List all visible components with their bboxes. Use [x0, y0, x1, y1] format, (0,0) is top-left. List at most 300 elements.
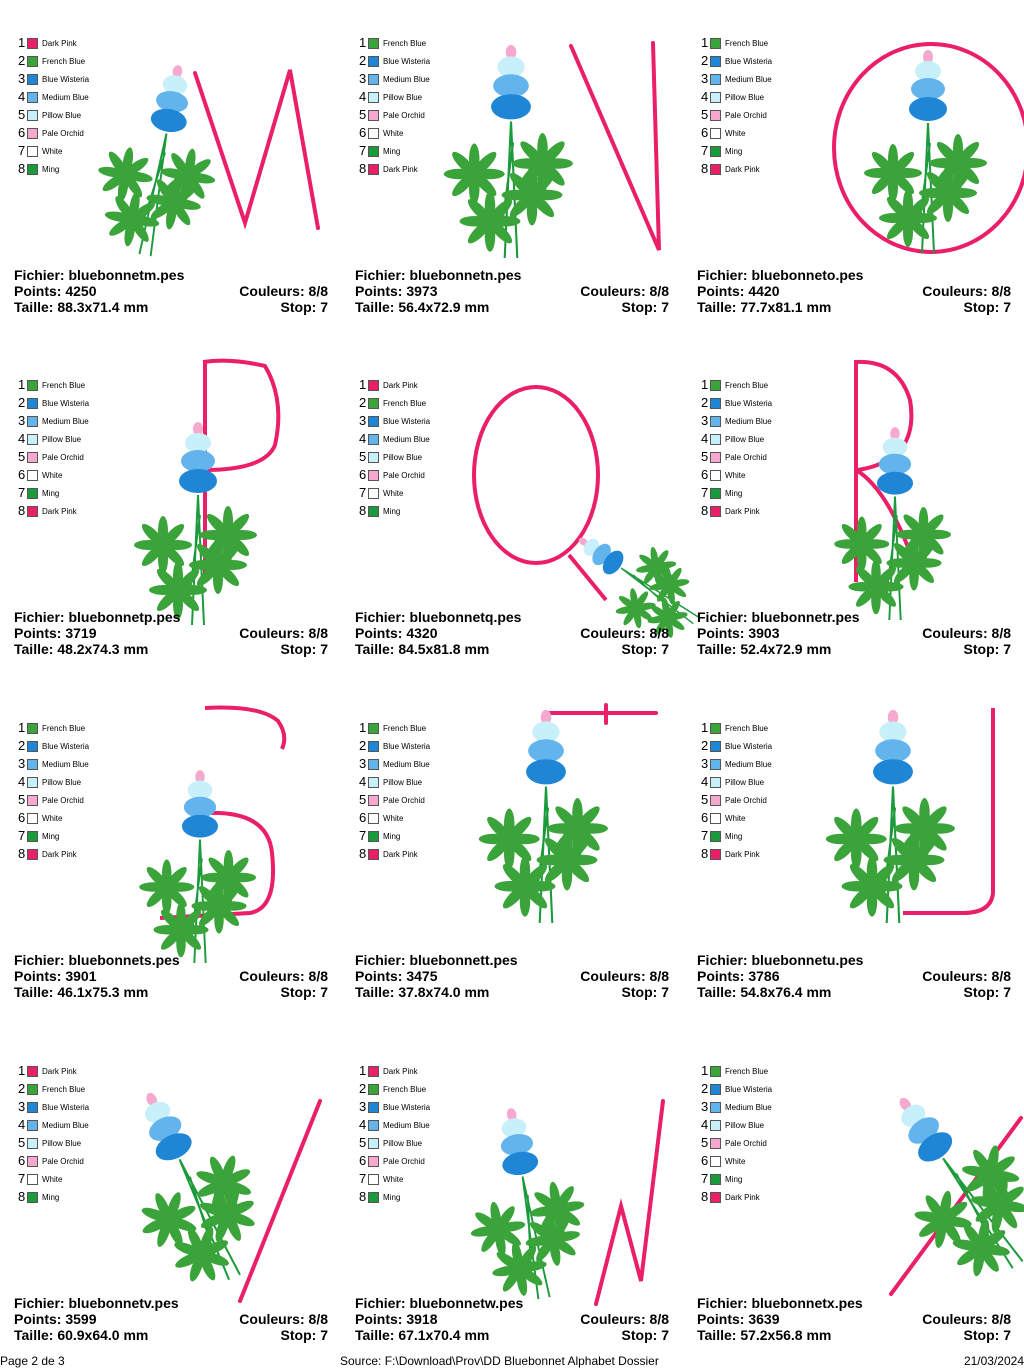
colors-label: Couleurs: [922, 968, 988, 984]
color-name: Dark Pink [725, 1192, 760, 1202]
stop-label: Stop: [280, 641, 317, 657]
points-text [697, 968, 780, 984]
legend-number: 5 [701, 449, 709, 464]
stop-label: Stop: [963, 641, 1000, 657]
colors-label: Couleurs: [922, 283, 988, 299]
color-swatch [710, 164, 721, 175]
legend-number: 8 [18, 846, 26, 861]
legend-row [18, 755, 89, 773]
legend-number: 6 [359, 125, 367, 140]
color-swatch [368, 488, 379, 499]
bluebonnet-flower [849, 1065, 1024, 1302]
color-swatch [368, 813, 379, 824]
legend-row [18, 160, 89, 178]
points-label: Points: [355, 968, 403, 984]
size-label: Taille: [14, 1327, 54, 1343]
color-swatch [710, 1192, 721, 1203]
legend-number: 6 [701, 125, 709, 140]
legend-row [359, 142, 430, 160]
color-swatch [27, 398, 38, 409]
legend-number: 8 [359, 161, 367, 176]
color-swatch [27, 380, 38, 391]
color-swatch [27, 795, 38, 806]
footer-source: Source: F:\Download\Prov\DD Bluebonnet Alphabet Dossier [340, 1354, 659, 1368]
color-name: French Blue [725, 380, 769, 390]
size-text [355, 984, 489, 1000]
leaf-cluster [479, 809, 540, 870]
color-name: Medium Blue [725, 759, 772, 769]
color-name: French Blue [42, 723, 86, 733]
legend-row [359, 52, 430, 70]
legend-number: 1 [18, 377, 26, 392]
legend-number: 4 [359, 1117, 367, 1132]
legend-row [701, 1152, 772, 1170]
blossom-tier-deep [873, 759, 913, 784]
letter-shape [596, 1101, 663, 1304]
legend-number: 2 [701, 53, 709, 68]
stop-text [622, 984, 669, 1000]
stop-text [964, 641, 1011, 657]
color-name: Blue Wisteria [42, 741, 90, 751]
color-swatch [27, 813, 38, 824]
legend-row [701, 845, 772, 863]
color-name: Blue Wisteria [725, 741, 773, 751]
color-name: Blue Wisteria [42, 74, 90, 84]
leaf-cluster [879, 189, 937, 247]
color-name: White [42, 146, 63, 156]
points-line [14, 1311, 328, 1327]
color-swatch [368, 795, 379, 806]
bluebonnet-flower [864, 50, 987, 253]
color-swatch [368, 831, 379, 842]
color-name: Medium Blue [725, 74, 772, 84]
blossom-tier-medium [875, 739, 911, 762]
legend-row [359, 70, 430, 88]
legend-row [18, 412, 89, 430]
legend-number: 5 [701, 107, 709, 122]
file-label: Fichier: [14, 952, 65, 968]
legend-row [18, 809, 89, 827]
legend-row [18, 466, 89, 484]
legend-number: 4 [18, 1117, 26, 1132]
stop-value: 7 [1003, 984, 1011, 1000]
color-swatch [710, 398, 721, 409]
legend-number: 7 [359, 485, 367, 500]
color-name: Pillow Blue [383, 92, 423, 102]
color-swatch [710, 777, 721, 788]
legend-number: 7 [18, 1171, 26, 1186]
points-text [697, 1311, 780, 1327]
file-line [697, 609, 1011, 625]
color-name: Pillow Blue [725, 777, 765, 787]
legend-number: 8 [701, 503, 709, 518]
color-name: White [725, 470, 746, 480]
leaf-cluster [199, 506, 257, 564]
stop-value: 7 [320, 1327, 328, 1343]
points-label: Points: [14, 968, 62, 984]
legend-row [18, 394, 89, 412]
size-label: Taille: [14, 984, 54, 1000]
size-value: 37.8x74.0 mm [398, 984, 490, 1000]
colors-text [580, 968, 669, 984]
color-name: French Blue [42, 380, 86, 390]
color-swatch [27, 416, 38, 427]
legend-number: 8 [359, 503, 367, 518]
color-swatch [27, 110, 38, 121]
stop-text [964, 1327, 1011, 1343]
color-name: White [383, 128, 404, 138]
stop-text [622, 641, 669, 657]
legend-row [359, 394, 430, 412]
leaf-cluster [153, 902, 208, 957]
legend-row [18, 52, 89, 70]
stop-value: 7 [320, 984, 328, 1000]
color-name: Pale Orchid [383, 110, 425, 120]
color-name: Blue Wisteria [383, 741, 431, 751]
stop-text [964, 984, 1011, 1000]
color-name: Pale Orchid [42, 452, 84, 462]
color-legend [18, 376, 89, 520]
legend-row [359, 1152, 430, 1170]
color-swatch [710, 74, 721, 85]
legend-row [359, 827, 430, 845]
color-name: White [42, 470, 63, 480]
legend-number: 1 [359, 1063, 367, 1078]
color-legend [701, 1062, 772, 1206]
color-swatch [27, 741, 38, 752]
points-value: 3475 [406, 968, 438, 984]
color-swatch [368, 164, 379, 175]
size-text [14, 984, 148, 1000]
legend-number: 8 [359, 846, 367, 861]
embroidery-preview-o [783, 28, 1023, 258]
leaf-cluster [547, 798, 608, 859]
points-label: Points: [14, 283, 62, 299]
color-swatch [710, 1084, 721, 1095]
leaf-cluster [512, 133, 573, 194]
color-name: Dark Pink [42, 849, 77, 859]
color-name: French Blue [383, 38, 427, 48]
points-text [14, 968, 97, 984]
size-text [697, 299, 831, 315]
legend-row [701, 106, 772, 124]
color-name: French Blue [383, 398, 427, 408]
points-value: 3918 [406, 1311, 438, 1327]
bluebonnet-flower [134, 422, 257, 625]
color-name: Blue Wisteria [383, 56, 431, 66]
stop-value: 7 [661, 299, 669, 315]
color-swatch [368, 1174, 379, 1185]
colors-value: 8/8 [308, 283, 328, 299]
design-info [14, 267, 328, 315]
legend-number: 3 [359, 1099, 367, 1114]
color-swatch [27, 38, 38, 49]
blossom-tier-deep [526, 759, 566, 784]
design-card [683, 8, 1023, 315]
legend-row [701, 394, 772, 412]
legend-number: 6 [18, 810, 26, 825]
legend-row [18, 1062, 89, 1080]
color-name: Medium Blue [42, 759, 89, 769]
design-card [0, 1036, 340, 1343]
legend-row [701, 809, 772, 827]
design-info [14, 609, 328, 657]
stop-label: Stop: [621, 299, 658, 315]
file-name: bluebonnetn.pes [409, 267, 522, 283]
color-swatch [710, 741, 721, 752]
color-swatch [710, 92, 721, 103]
legend-number: 4 [18, 89, 26, 104]
colors-value: 8/8 [649, 1311, 669, 1327]
blossom-tier-deep [909, 97, 947, 121]
file-text [697, 1295, 863, 1311]
design-info [697, 609, 1011, 657]
points-line [14, 625, 328, 641]
color-swatch [27, 74, 38, 85]
legend-row [359, 1188, 430, 1206]
file-name: bluebonnetw.pes [409, 1295, 524, 1311]
legend-number: 4 [359, 431, 367, 446]
size-label: Taille: [355, 641, 395, 657]
legend-row [18, 484, 89, 502]
color-swatch [368, 1102, 379, 1113]
legend-number: 6 [359, 467, 367, 482]
color-swatch [368, 1066, 379, 1077]
legend-number: 5 [359, 792, 367, 807]
design-card [341, 693, 681, 1000]
color-swatch [368, 128, 379, 139]
color-name: Medium Blue [383, 1120, 430, 1130]
color-name: Medium Blue [42, 1120, 89, 1130]
color-name: French Blue [42, 56, 86, 66]
legend-number: 6 [359, 810, 367, 825]
color-swatch [368, 74, 379, 85]
file-text [697, 609, 860, 625]
legend-row [18, 70, 89, 88]
color-swatch [710, 1174, 721, 1185]
file-name: bluebonnetr.pes [751, 609, 860, 625]
legend-number: 5 [701, 792, 709, 807]
color-swatch [710, 38, 721, 49]
color-legend [359, 376, 430, 520]
file-name: bluebonnetx.pes [751, 1295, 863, 1311]
color-name: Blue Wisteria [42, 398, 90, 408]
size-label: Taille: [14, 299, 54, 315]
legend-row [359, 376, 430, 394]
color-swatch [710, 813, 721, 824]
legend-row [359, 88, 430, 106]
stop-value: 7 [1003, 641, 1011, 657]
legend-number: 3 [359, 756, 367, 771]
stop-text [281, 984, 328, 1000]
color-name: White [383, 1174, 404, 1184]
legend-row [359, 34, 430, 52]
color-name: White [383, 813, 404, 823]
legend-number: 1 [18, 1063, 26, 1078]
color-name: Ming [725, 831, 743, 841]
legend-number: 8 [701, 846, 709, 861]
embroidery-preview-p [100, 370, 340, 600]
points-text [14, 283, 97, 299]
size-label: Taille: [697, 1327, 737, 1343]
size-line [14, 984, 328, 1000]
points-value: 3973 [406, 283, 438, 299]
size-text [14, 1327, 148, 1343]
legend-number: 3 [18, 756, 26, 771]
colors-label: Couleurs: [239, 625, 305, 641]
colors-text [922, 625, 1011, 641]
colors-text [239, 968, 328, 984]
color-name: Blue Wisteria [725, 1084, 773, 1094]
color-swatch [710, 146, 721, 157]
stop-label: Stop: [280, 984, 317, 1000]
file-label: Fichier: [697, 609, 748, 625]
letter-shape [474, 387, 598, 563]
file-text [697, 952, 863, 968]
color-name: Pillow Blue [42, 1138, 82, 1148]
legend-row [359, 484, 430, 502]
size-label: Taille: [697, 299, 737, 315]
points-line [697, 283, 1011, 299]
embroidery-preview-w [441, 1056, 681, 1286]
points-label: Points: [14, 1311, 62, 1327]
color-legend [359, 34, 430, 178]
points-value: 4320 [406, 625, 438, 641]
blossom-tier-pale [883, 438, 908, 457]
letter-shape [549, 705, 656, 723]
legend-row [18, 827, 89, 845]
legend-number: 6 [701, 1153, 709, 1168]
legend-number: 1 [701, 377, 709, 392]
legend-number: 5 [701, 1135, 709, 1150]
blossom-tier-medium [181, 450, 215, 472]
legend-number: 2 [359, 738, 367, 753]
colors-value: 8/8 [308, 625, 328, 641]
color-name: French Blue [42, 1084, 86, 1094]
legend-row [701, 719, 772, 737]
points-value: 3639 [748, 1311, 780, 1327]
file-line [14, 1295, 328, 1311]
legend-row [701, 124, 772, 142]
legend-number: 7 [701, 828, 709, 843]
file-label: Fichier: [355, 267, 406, 283]
color-name: Ming [725, 146, 743, 156]
legend-row [701, 466, 772, 484]
points-line [355, 968, 669, 984]
file-line [697, 1295, 1011, 1311]
color-name: Medium Blue [383, 434, 430, 444]
color-swatch [368, 1120, 379, 1131]
embroidery-preview-u [783, 713, 1023, 943]
size-value: 88.3x71.4 mm [57, 299, 149, 315]
points-label: Points: [355, 1311, 403, 1327]
design-card [683, 693, 1023, 1000]
color-name: Pillow Blue [42, 434, 82, 444]
legend-row [701, 1062, 772, 1080]
color-name: Dark Pink [42, 38, 77, 48]
legend-number: 1 [359, 35, 367, 50]
legend-number: 2 [701, 1081, 709, 1096]
color-swatch [27, 777, 38, 788]
design-info [355, 609, 669, 657]
stop-value: 7 [661, 984, 669, 1000]
legend-row [18, 34, 89, 52]
legend-row [359, 737, 430, 755]
color-name: French Blue [383, 1084, 427, 1094]
legend-number: 5 [18, 792, 26, 807]
colors-label: Couleurs: [239, 283, 305, 299]
color-swatch [710, 110, 721, 121]
stop-value: 7 [320, 299, 328, 315]
size-line [14, 1327, 328, 1343]
colors-text [580, 1311, 669, 1327]
file-label: Fichier: [14, 1295, 65, 1311]
size-value: 60.9x64.0 mm [57, 1327, 149, 1343]
color-swatch [710, 1138, 721, 1149]
size-line [355, 984, 669, 1000]
points-value: 4420 [748, 283, 780, 299]
color-name: Ming [383, 831, 401, 841]
size-value: 48.2x74.3 mm [57, 641, 149, 657]
color-swatch [27, 128, 38, 139]
color-swatch [27, 56, 38, 67]
legend-row [359, 160, 430, 178]
color-swatch [368, 470, 379, 481]
size-line [697, 641, 1011, 657]
color-name: Medium Blue [725, 416, 772, 426]
legend-row [359, 845, 430, 863]
file-name: bluebonnets.pes [68, 952, 180, 968]
colors-text [922, 1311, 1011, 1327]
color-swatch [27, 1120, 38, 1131]
color-legend [701, 376, 772, 520]
file-label: Fichier: [355, 952, 406, 968]
design-info [355, 952, 669, 1000]
legend-number: 8 [701, 161, 709, 176]
color-swatch [710, 452, 721, 463]
legend-row [18, 1134, 89, 1152]
size-text [697, 1327, 831, 1343]
color-name: Ming [383, 146, 401, 156]
size-value: 52.4x72.9 mm [740, 641, 832, 657]
bluebonnet-flower [826, 710, 955, 923]
points-line [14, 968, 328, 984]
points-text [14, 1311, 97, 1327]
color-name: Dark Pink [383, 164, 418, 174]
colors-label: Couleurs: [922, 625, 988, 641]
points-text [355, 283, 438, 299]
legend-number: 4 [701, 89, 709, 104]
leaf-cluster [848, 559, 903, 614]
legend-number: 4 [701, 431, 709, 446]
legend-row [18, 88, 89, 106]
file-label: Fichier: [697, 1295, 748, 1311]
color-swatch [368, 398, 379, 409]
embroidery-preview-n [441, 28, 681, 258]
color-swatch [27, 488, 38, 499]
file-label: Fichier: [697, 952, 748, 968]
points-label: Points: [697, 625, 745, 641]
color-swatch [27, 506, 38, 517]
colors-text [239, 1311, 328, 1327]
legend-row [701, 52, 772, 70]
legend-row [359, 791, 430, 809]
legend-row [701, 484, 772, 502]
legend-row [701, 70, 772, 88]
points-value: 3719 [65, 625, 97, 641]
points-text [697, 625, 780, 641]
file-name: bluebonnett.pes [409, 952, 518, 968]
